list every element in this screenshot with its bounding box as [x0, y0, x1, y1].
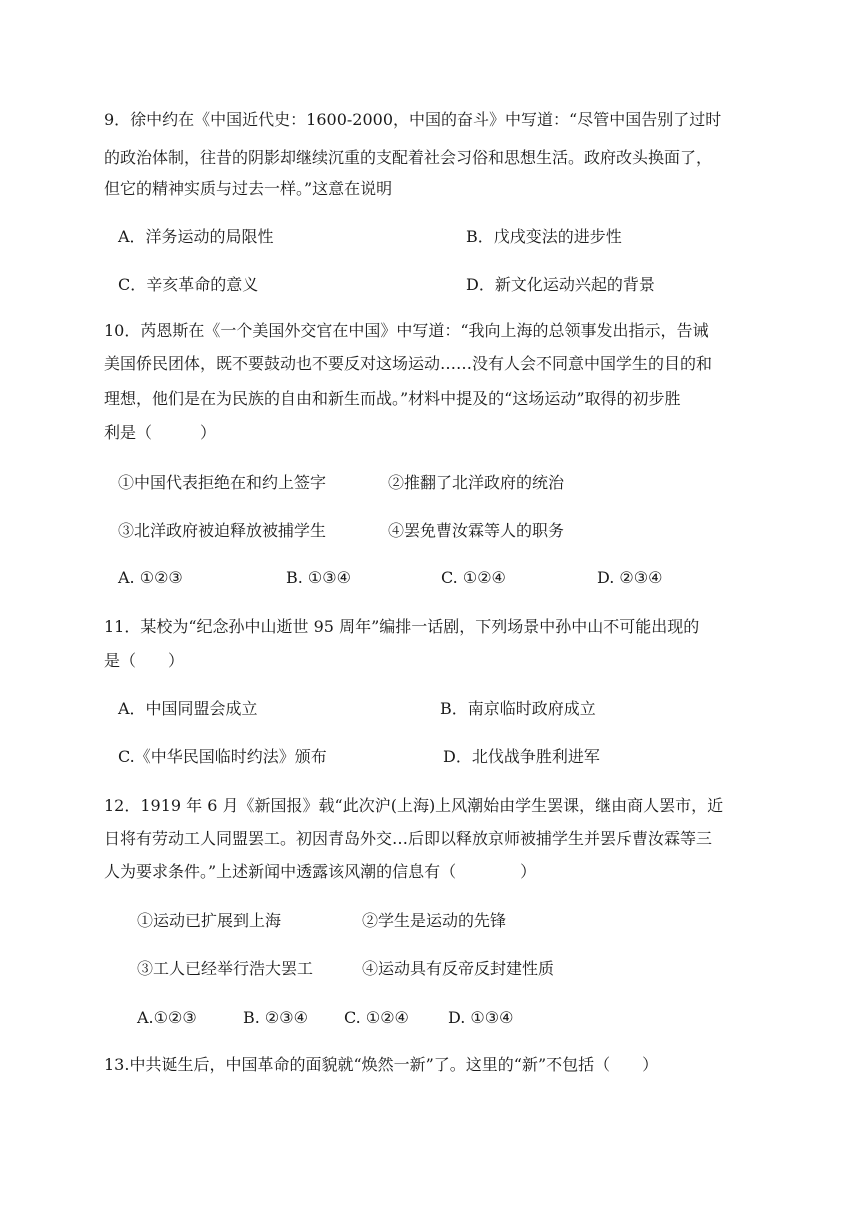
question-12-option-b[interactable]: B. ②③④: [243, 1008, 308, 1027]
question-10-item-4: ④罢免曹汝霖等人的职务: [388, 521, 565, 540]
question-12-item-3: ③工人已经举行浩大罢工: [137, 959, 314, 978]
question-12-line-1: 12．1919 年 6 月《新国报》载“此次沪(上海)上风潮始由学生罢课，继由商人罢市，近: [104, 796, 724, 815]
question-12-line-3: 人为要求条件。”上述新闻中透露该风潮的信息有（ ）: [104, 862, 537, 881]
question-10-option-a[interactable]: A. ①②③: [118, 568, 183, 587]
question-10-line-2: 美国侨民团体，既不要鼓动也不要反对这场运动……没有人会不同意中国学生的目的和: [104, 354, 713, 373]
question-12-item-2: ②学生是运动的先锋: [362, 911, 507, 930]
question-9-option-c[interactable]: C．辛亥革命的意义: [118, 275, 259, 294]
question-10-line-1: 10．芮恩斯在《一个美国外交官在中国》中写道：“我向上海的总领事发出指示，告诫: [104, 321, 709, 340]
question-10-item-1: ①中国代表拒绝在和约上签字: [118, 473, 327, 492]
question-9-option-b[interactable]: B．戊戌变法的进步性: [466, 227, 622, 246]
question-9-line-2: 的政治体制，往昔的阴影却继续沉重的支配着社会习俗和思想生活。政府改头换面了，: [104, 148, 713, 167]
question-10-item-3: ③北洋政府被迫释放被捕学生: [118, 521, 327, 540]
question-9-line-1: 9．徐中约在《中国近代史：1600-2000，中国的奋斗》中写道：“尽管中国告别了过时: [104, 110, 722, 129]
question-12-line-2: 日将有劳动工人同盟罢工。初因青岛外交…后即以释放京师被捕学生并罢斥曹汝霖等三: [104, 829, 713, 848]
question-10-line-3: 理想，他们是在为民族的自由和新生而战。”材料中提及的“这场运动”取得的初步胜: [104, 389, 681, 408]
question-12-option-c[interactable]: C. ①②④: [344, 1008, 409, 1027]
question-11-line-2: 是（ ）: [104, 651, 185, 670]
question-10-line-4: 利是（ ）: [104, 423, 217, 442]
question-10-item-2: ②推翻了北洋政府的统治: [388, 473, 565, 492]
question-11-option-a[interactable]: A．中国同盟会成立: [118, 699, 258, 718]
question-11-line-1: 11．某校为“纪念孙中山逝世 95 周年”编排一话剧，下列场景中孙中山不可能出现的: [104, 617, 700, 636]
question-10-option-d[interactable]: D. ②③④: [597, 568, 663, 587]
question-11-option-c[interactable]: C.《中华民国临时约法》颁布: [118, 747, 327, 766]
question-12-option-d[interactable]: D. ①③④: [448, 1008, 514, 1027]
question-9-line-3: 但它的精神实质与过去一样。”这意在说明: [104, 179, 393, 198]
question-12-item-4: ④运动具有反帝反封建性质: [362, 959, 555, 978]
question-12-option-a[interactable]: A.①②③: [137, 1008, 197, 1027]
question-10-option-c[interactable]: C. ①②④: [441, 568, 506, 587]
question-9-option-a[interactable]: A．洋务运动的局限性: [118, 227, 274, 246]
question-10-option-b[interactable]: B. ①③④: [286, 568, 351, 587]
question-11-option-d[interactable]: D．北伐战争胜利进军: [443, 747, 600, 766]
question-13-line-1: 13.中共诞生后，中国革命的面貌就“焕然一新”了。这里的“新”不包括（ ）: [104, 1055, 659, 1074]
question-11-option-b[interactable]: B．南京临时政府成立: [440, 699, 596, 718]
question-9-option-d[interactable]: D．新文化运动兴起的背景: [466, 275, 655, 294]
question-12-item-1: ①运动已扩展到上海: [137, 911, 282, 930]
